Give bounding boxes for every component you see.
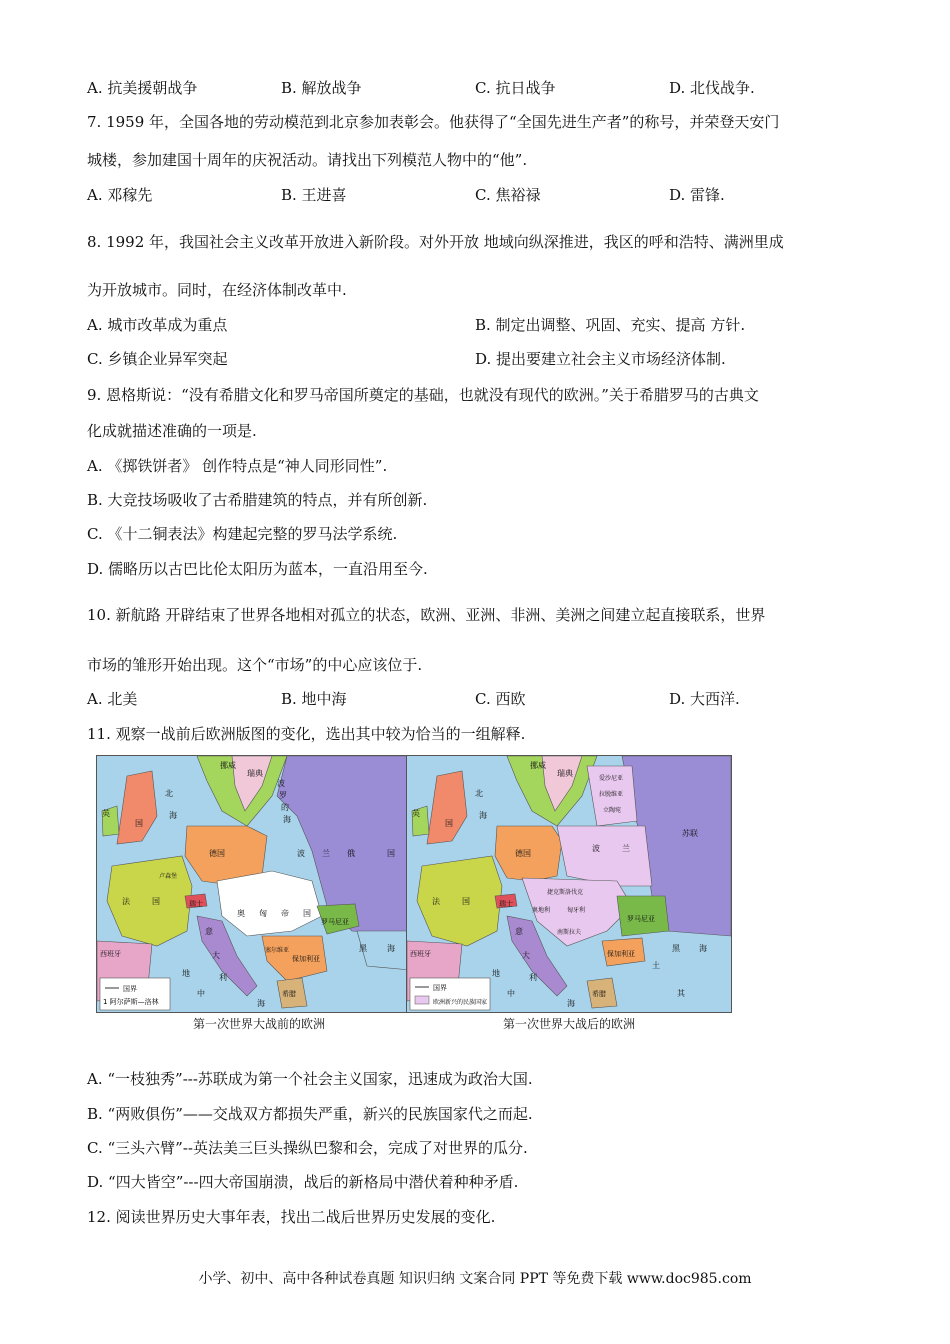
- q10-option-b: B. 地中海: [281, 690, 347, 708]
- map-after-ww1-svg: [407, 756, 731, 1012]
- map-after-legend-border: 国界: [433, 984, 447, 992]
- label-hungary: 匈牙利: [567, 907, 586, 914]
- label-r-romania: 罗马尼亚: [627, 915, 655, 923]
- q10-stem-line2: 市场的雏形开始出现。这个“市场”的中心应该位于.: [87, 656, 423, 674]
- label-ah-3: 帝: [281, 909, 289, 918]
- label-baltic-1: 波: [277, 779, 285, 788]
- label-norway: 挪威: [220, 761, 236, 770]
- label-luxembourg: 卢森堡: [159, 873, 178, 880]
- page-footer: 小学、初中、高中各种试卷真题 知识归纳 文案合同 PPT 等免费下载 www.doc985.com: [198, 1271, 752, 1287]
- q8-option-c: C. 乡镇企业异军突起: [87, 350, 228, 368]
- q9-option-d: D. 儒略历以古巴比伦太阳历为蓝本，一直沿用至今.: [87, 560, 428, 578]
- label-r-med-2: 中: [507, 989, 515, 998]
- q9-option-b: B. 大竞技场吸收了古希腊建筑的特点，并有所创新.: [87, 491, 428, 509]
- label-spain: 西班牙: [100, 950, 121, 958]
- label-med-2: 中: [197, 989, 205, 998]
- label-r-switzerland: 瑞士: [499, 900, 513, 908]
- q6-option-c: C. 抗日战争: [475, 79, 556, 97]
- label-r-britain-1: 英: [412, 809, 420, 818]
- label-ah-2: 匈: [259, 909, 267, 918]
- q11-option-d: D. “四大皆空”---四大帝国崩溃，战后的新格局中潜伏着种种矛盾.: [87, 1173, 519, 1191]
- label-britain-1: 英: [102, 809, 110, 818]
- label-baltic-3: 的: [281, 803, 289, 812]
- map-before-caption: 第一次世界大战前的欧洲: [192, 1017, 325, 1031]
- q9-stem-line1: 9. 恩格斯说：“没有希腊文化和罗马帝国所奠定的基础，也就没有现代的欧洲。”关于希腊罗马的古典文: [87, 386, 759, 404]
- q7-option-c: C. 焦裕禄: [475, 186, 541, 204]
- label-r-poland-2: 兰: [622, 844, 630, 853]
- label-russia-2: 国: [387, 849, 395, 858]
- label-ah-1: 奥: [237, 909, 245, 918]
- label-britain-2: 国: [135, 819, 143, 828]
- q9-option-c: C. 《十二铜表法》构建起完整的罗马法学系统.: [87, 525, 398, 543]
- label-r-italy-2: 大: [522, 951, 530, 960]
- label-r-black-2: 海: [699, 944, 707, 953]
- label-r-sweden: 瑞典: [557, 769, 573, 778]
- q7-option-d: D. 雷锋.: [669, 186, 725, 204]
- label-r-france-2: 国: [462, 897, 470, 906]
- label-germany: 德国: [209, 849, 225, 858]
- q6-option-b: B. 解放战争: [281, 79, 362, 97]
- q10-stem-line1: 10. 新航路 开辟结束了世界各地相对孤立的状态，欧洲、亚洲、非洲、美洲之间建立起直接联系，世界: [87, 606, 766, 624]
- label-r-greece: 希腊: [592, 990, 606, 998]
- label-med-1: 地: [182, 969, 190, 978]
- label-france-2: 国: [152, 897, 160, 906]
- label-baltic-2: 罗: [279, 791, 287, 800]
- q8-option-b: B. 制定出调整、巩固、充实、提高 方针.: [475, 316, 746, 334]
- q12-stem: 12. 阅读世界历史大事年表，找出二战后世界历史发展的变化.: [87, 1208, 496, 1226]
- q11-option-a: A. “一枝独秀”---苏联成为第一个社会主义国家，迅速成为政治大国.: [87, 1070, 533, 1088]
- q11-maps: [96, 755, 848, 1037]
- q10-option-d: D. 大西洋.: [669, 690, 740, 708]
- label-r-spain: 西班牙: [410, 950, 431, 958]
- label-turkey-2: 其: [677, 989, 685, 998]
- label-north-1: 北: [165, 789, 173, 798]
- label-italy-1: 意: [205, 927, 213, 936]
- label-poland-1: 波: [297, 849, 305, 858]
- label-italy-2: 大: [212, 951, 220, 960]
- label-poland-2: 兰: [322, 849, 330, 858]
- map-after-ww1: [406, 755, 732, 1013]
- label-switzerland: 瑞士: [189, 900, 203, 908]
- q11-stem: 11. 观察一战前后欧洲版图的变化，选出其中较为恰当的一组解释.: [87, 725, 526, 743]
- label-r-italy-3: 利: [529, 973, 537, 982]
- label-romania: 罗马尼亚: [321, 918, 349, 926]
- map-before-ww1: [96, 755, 422, 1013]
- label-r-poland-1: 波: [592, 844, 600, 853]
- q7-option-a: A. 邓稼先: [87, 186, 153, 204]
- label-russia-1: 俄: [347, 849, 355, 858]
- map-before-legend-border: 国界: [123, 985, 137, 993]
- label-france-1: 法: [122, 897, 130, 906]
- q7-stem-line1: 7. 1959 年，全国各地的劳动模范到北京参加表彰会。他获得了“全国先进生产者”的称号，并荣登天安门: [87, 113, 780, 131]
- map-after-legend-new-states: 欧洲新兴的民族国家: [433, 999, 488, 1006]
- q8-option-a: A. 城市改革成为重点: [87, 316, 228, 334]
- q11-option-b: B. “两败俱伤”——交战双方都损失严重，新兴的民族国家代之而起.: [87, 1105, 533, 1123]
- q6-option-a: A. 抗美援朝战争: [87, 79, 198, 97]
- label-r-bulgaria: 保加利亚: [607, 950, 635, 958]
- q10-option-a: A. 北美: [87, 690, 138, 708]
- label-black-2: 海: [387, 944, 395, 953]
- label-r-black-1: 黑: [672, 944, 680, 953]
- label-r-france-1: 法: [432, 897, 440, 906]
- label-italy-3: 利: [219, 973, 227, 982]
- label-yugoslavia: 南斯拉夫: [557, 929, 582, 936]
- q9-stem-line2: 化成就描述准确的一项是.: [87, 422, 257, 440]
- label-med-3: 海: [257, 999, 265, 1008]
- map-after-caption: 第一次世界大战后的欧洲: [502, 1017, 635, 1031]
- map-before-ww1-svg: [97, 756, 421, 1012]
- q11-option-c: C. “三头六臂”--英法美三巨头操纵巴黎和会，完成了对世界的瓜分.: [87, 1139, 528, 1157]
- label-r-britain-2: 国: [445, 819, 453, 828]
- map-before-legend-alsace: 1 阿尔萨斯—洛林: [103, 998, 159, 1006]
- label-turkey-1: 土: [652, 961, 660, 970]
- label-r-med-3: 海: [567, 999, 575, 1008]
- label-latvia: 拉脱维亚: [599, 791, 624, 798]
- label-ussr: 苏联: [682, 829, 698, 838]
- label-r-north-1: 北: [475, 789, 483, 798]
- label-r-med-1: 地: [492, 969, 500, 978]
- label-czechoslovakia: 捷克斯洛伐克: [547, 889, 584, 896]
- q7-option-b: B. 王进喜: [281, 186, 347, 204]
- label-r-norway: 挪威: [530, 761, 546, 770]
- label-r-italy-1: 意: [515, 927, 523, 936]
- label-serbia: 塞尔维亚: [265, 947, 290, 954]
- label-austria: 奥地利: [532, 907, 551, 914]
- label-greece: 希腊: [282, 990, 296, 998]
- label-lithuania: 立陶宛: [603, 807, 622, 814]
- label-black-1: 黑: [359, 944, 367, 953]
- q7-stem-line2: 城楼，参加建国十周年的庆祝活动。请找出下列模范人物中的“他”.: [87, 151, 528, 169]
- label-r-germany: 德国: [515, 849, 531, 858]
- q8-option-d: D. 提出要建立社会主义市场经济体制.: [475, 350, 726, 368]
- label-ah-4: 国: [303, 909, 311, 918]
- q10-option-c: C. 西欧: [475, 690, 526, 708]
- label-estonia: 爱沙尼亚: [599, 775, 624, 782]
- q8-stem-line2: 为开放城市。同时，在经济体制改革中.: [87, 281, 347, 299]
- q8-stem-line1: 8. 1992 年，我国社会主义改革开放进入新阶段。对外开放 地域向纵深推进，我区的呼和浩特、满洲里成: [87, 233, 784, 251]
- label-sweden: 瑞典: [247, 769, 263, 778]
- label-bulgaria: 保加利亚: [292, 955, 320, 963]
- label-sea-1: 海: [169, 811, 177, 820]
- q9-option-a: A. 《掷铁饼者》 创作特点是“神人同形同性”.: [87, 457, 388, 475]
- label-baltic-4: 海: [283, 815, 291, 824]
- q6-option-d: D. 北伐战争.: [669, 79, 755, 97]
- label-r-sea-1: 海: [479, 811, 487, 820]
